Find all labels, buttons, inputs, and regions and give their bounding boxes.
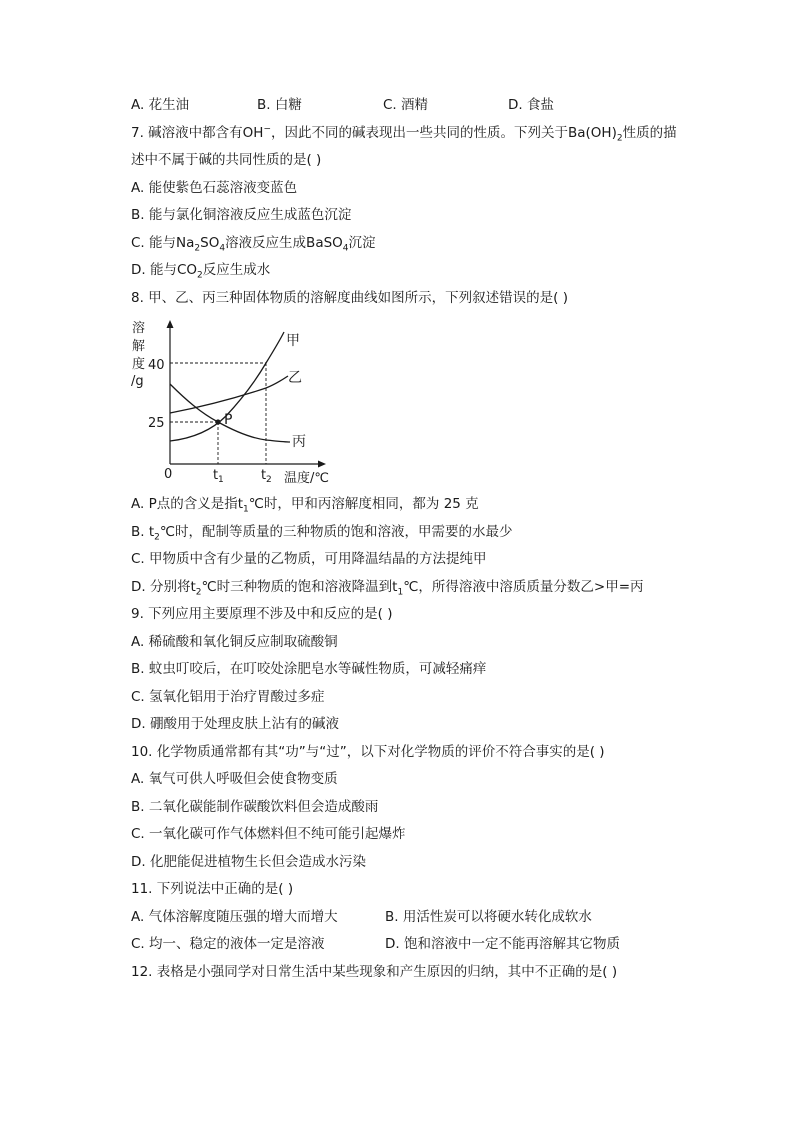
q7-option-c[interactable] <box>131 233 376 253</box>
q10-option-d[interactable]: D. 化肥能促进植物生长但会造成水污染 <box>131 854 366 870</box>
q7-option-c-part: 溶液反应生成BaSO <box>225 235 343 251</box>
point-p <box>215 419 220 424</box>
q7-option-c-sub: 4 <box>342 243 349 254</box>
q10-option-a[interactable]: A. 氧气可供人呼吸但会使食物变质 <box>131 771 338 787</box>
q6-option-d[interactable]: D. 食盐 <box>508 97 554 113</box>
solubility-chart <box>126 318 346 490</box>
q8-option-b[interactable] <box>131 522 513 542</box>
q9-option-b[interactable]: B. 蚊虫叮咬后，在叮咬处涂肥皂水等碱性物质，可减轻痛痒 <box>131 661 487 677</box>
q7-option-c-part: SO <box>200 235 220 251</box>
series-label-bing: 丙 <box>292 434 306 450</box>
q7-stem-part: ，因此不同的碱表现出一些共同的性质。下列关于Ba(OH) <box>271 125 617 141</box>
q8-option-d-part: D. 分别将t <box>131 579 196 595</box>
q6-option-a[interactable]: A. 花生油 <box>131 97 190 113</box>
y-label-char: 度 <box>132 357 146 372</box>
q9-option-d[interactable]: D. 硼酸用于处理皮肤上沾有的碱液 <box>131 716 339 732</box>
q8-option-a-sub: 1 <box>243 504 249 515</box>
q11-stem: 11. 下列说法中正确的是( ) <box>131 881 294 897</box>
q9-option-a[interactable]: A. 稀硫酸和氧化铜反应制取硫酸铜 <box>131 634 338 650</box>
q8-option-b-part: B. t <box>131 524 155 540</box>
q8-option-d-part: ℃，所得溶液中溶质质量分数乙>甲=丙 <box>403 579 644 595</box>
x-tick-label: t <box>213 468 219 483</box>
x-tick-sub: 1 <box>218 475 224 485</box>
series-label-yi: 乙 <box>288 370 302 386</box>
q8-option-b-sub: 2 <box>154 532 160 543</box>
x-tick-sub: 2 <box>266 475 272 485</box>
q8-option-d-sub: 2 <box>195 587 202 598</box>
y-label-char: /g <box>131 374 144 389</box>
x-axis-label: 温度/℃ <box>284 471 329 486</box>
q6-option-b[interactable]: B. 白糖 <box>257 97 302 113</box>
q7-stem-sub: 2 <box>616 133 623 144</box>
y-label-char: 解 <box>132 339 146 354</box>
q10-option-b[interactable]: B. 二氧化碳能制作碳酸饮料但会造成酸雨 <box>131 799 379 815</box>
y-tick-label: 40 <box>148 358 165 373</box>
q9-option-c[interactable]: C. 氢氧化铝用于治疗胃酸过多症 <box>131 689 325 705</box>
q8-option-a-part: ℃时，甲和丙溶解度相同，都为 25 克 <box>248 496 479 512</box>
series-label-jia: 甲 <box>286 333 300 349</box>
q11-option-a[interactable]: A. 气体溶解度随压强的增大而增大 <box>131 909 338 925</box>
q7-stem <box>131 123 677 143</box>
q7-option-a[interactable]: A. 能使紫色石蕊溶液变蓝色 <box>131 180 298 196</box>
curve-yi <box>170 376 288 413</box>
q10-option-c[interactable]: C. 一氧化碳可作气体燃料但不纯可能引起爆炸 <box>131 826 406 842</box>
q7-stem-part: 7. 碱溶液中都含有OH <box>131 125 264 141</box>
q7-option-d-part: 反应生成水 <box>202 262 271 278</box>
q6-option-c[interactable]: C. 酒精 <box>383 97 429 113</box>
q9-stem: 9. 下列应用主要原理不涉及中和反应的是( ) <box>131 606 393 622</box>
q8-option-a-part: A. P点的含义是指t <box>131 496 244 512</box>
q11-option-c[interactable]: C. 均一、稳定的液体一定是溶液 <box>131 936 325 952</box>
y-label-char: 溶 <box>132 321 146 336</box>
q8-option-d-part: ℃时三种物质的饱和溶液降温到t <box>201 579 398 595</box>
q7-option-b[interactable]: B. 能与氯化铜溶液反应生成蓝色沉淀 <box>131 207 352 223</box>
q8-option-a[interactable] <box>131 494 479 514</box>
q7-option-d[interactable] <box>131 260 270 280</box>
q7-option-c-part: 沉淀 <box>348 235 376 251</box>
x-tick-label: t <box>261 468 267 483</box>
q7-option-c-sub: 2 <box>194 243 201 254</box>
q11-option-d[interactable]: D. 饱和溶液中一定不能再溶解其它物质 <box>385 936 620 952</box>
point-p-label: P <box>224 412 233 428</box>
q7-stem-part: 性质的描 <box>622 125 677 141</box>
q7-option-d-part: D. 能与CO <box>131 262 198 278</box>
q7-option-c-part: C. 能与Na <box>131 235 195 251</box>
q8-option-d-sub: 1 <box>397 587 404 598</box>
q8-option-d[interactable] <box>131 577 644 597</box>
y-axis-arrow <box>167 320 174 328</box>
q10-stem: 10. 化学物质通常都有其“功”与“过”，以下对化学物质的评价不符合事实的是( ) <box>131 744 605 760</box>
q8-option-c[interactable]: C. 甲物质中含有少量的乙物质，可用降温结晶的方法提纯甲 <box>131 551 487 567</box>
y-tick-label: 25 <box>148 416 165 431</box>
q7-stem-sup: − <box>263 124 271 135</box>
q8-stem: 8. 甲、乙、丙三种固体物质的溶解度曲线如图所示，下列叙述错误的是( ) <box>131 290 568 306</box>
x-axis-arrow <box>318 461 326 468</box>
q11-option-b[interactable]: B. 用活性炭可以将硬水转化成软水 <box>385 909 592 925</box>
q8-option-b-part: ℃时，配制等质量的三种物质的饱和溶液，甲需要的水最少 <box>159 524 513 540</box>
q7-option-d-sub: 2 <box>197 270 203 281</box>
origin-label: 0 <box>164 467 173 482</box>
q12-stem: 12. 表格是小强同学对日常生活中某些现象和产生原因的归纳，其中不正确的是( ) <box>131 964 618 980</box>
q7-stem-line2: 述中不属于碱的共同性质的是( ) <box>131 152 322 168</box>
q7-option-c-sub: 4 <box>219 243 226 254</box>
